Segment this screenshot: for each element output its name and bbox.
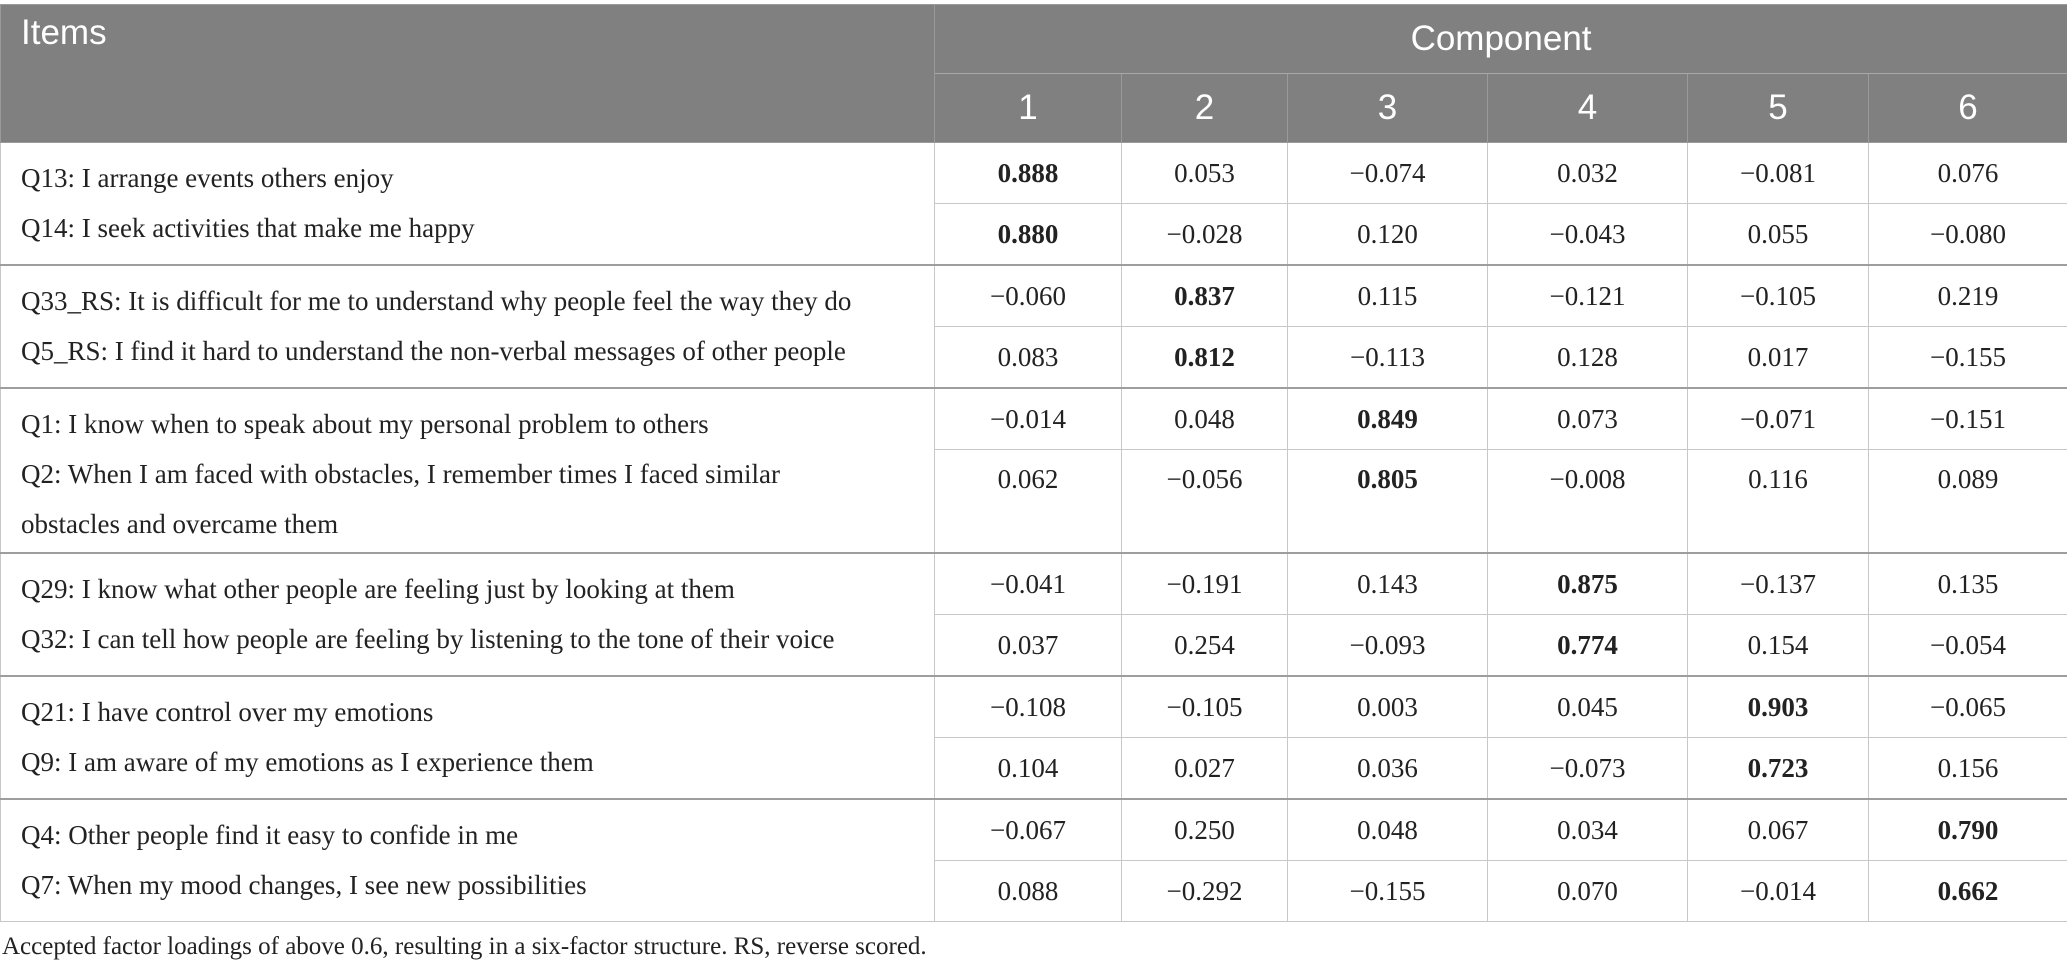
loading-value: 0.128 xyxy=(1488,327,1688,389)
loading-value: 0.875 xyxy=(1488,553,1688,615)
component-column-header: Component xyxy=(935,5,2067,74)
loading-value: −0.014 xyxy=(935,388,1122,450)
item-text: Q14: I seek activities that make me happy xyxy=(21,213,475,243)
loading-value: −0.043 xyxy=(1488,204,1688,266)
component-number-header: 2 xyxy=(1122,74,1288,143)
item-text: obstacles and overcame them xyxy=(21,509,339,539)
items-column-header: Items xyxy=(1,5,935,143)
loading-value: 0.662 xyxy=(1869,861,2067,922)
loading-value: 0.104 xyxy=(935,738,1122,800)
loading-value: −0.067 xyxy=(935,799,1122,861)
loading-value: 0.154 xyxy=(1688,615,1869,677)
loading-value: 0.774 xyxy=(1488,615,1688,677)
component-number-header: 1 xyxy=(935,74,1122,143)
loading-value: 0.055 xyxy=(1688,204,1869,266)
loading-value: 0.723 xyxy=(1688,738,1869,800)
table-row xyxy=(1,143,2067,204)
loading-value: 0.036 xyxy=(1288,738,1488,800)
loading-value: 0.812 xyxy=(1122,327,1288,389)
component-number-header: 6 xyxy=(1869,74,2067,143)
loading-value: −0.155 xyxy=(1869,327,2067,389)
loading-value: −0.105 xyxy=(1688,265,1869,327)
item-text: Q21: I have control over my emotions xyxy=(21,697,434,727)
loading-value: −0.081 xyxy=(1688,143,1869,204)
loading-value: −0.191 xyxy=(1122,553,1288,615)
loading-value: 0.070 xyxy=(1488,861,1688,922)
loading-value: −0.014 xyxy=(1688,861,1869,922)
item-text: Q29: I know what other people are feeling just by looking at them xyxy=(21,574,735,604)
loading-value: −0.028 xyxy=(1122,204,1288,266)
loading-value: 0.888 xyxy=(935,143,1122,204)
table-row xyxy=(1,388,2067,450)
loading-value: −0.041 xyxy=(935,553,1122,615)
loading-value: 0.254 xyxy=(1122,615,1288,677)
loading-value: 0.849 xyxy=(1288,388,1488,450)
loading-value: 0.034 xyxy=(1488,799,1688,861)
loading-value: 0.076 xyxy=(1869,143,2067,204)
loading-value: −0.113 xyxy=(1288,327,1488,389)
loading-value: −0.073 xyxy=(1488,738,1688,800)
loading-value: −0.151 xyxy=(1869,388,2067,450)
item-text: Q32: I can tell how people are feeling by listening to the tone of their voice xyxy=(21,624,835,654)
item-text: Q7: When my mood changes, I see new possibilities xyxy=(21,870,587,900)
loading-value: −0.155 xyxy=(1288,861,1488,922)
component-number-header: 3 xyxy=(1288,74,1488,143)
loading-value: −0.074 xyxy=(1288,143,1488,204)
item-text: Q4: Other people find it easy to confide in me xyxy=(21,820,519,850)
loading-value: 0.045 xyxy=(1488,676,1688,738)
loading-value: 0.790 xyxy=(1869,799,2067,861)
loading-value: 0.032 xyxy=(1488,143,1688,204)
loading-value: 0.116 xyxy=(1688,450,1869,554)
item-text: Q9: I am aware of my emotions as I experience them xyxy=(21,747,594,777)
loading-value: 0.088 xyxy=(935,861,1122,922)
loading-value: 0.903 xyxy=(1688,676,1869,738)
item-text: Q5_RS: I find it hard to understand the non-verbal messages of other people xyxy=(21,336,846,366)
table-wrapper xyxy=(0,4,2067,922)
loading-value: 0.143 xyxy=(1288,553,1488,615)
loading-value: 0.067 xyxy=(1688,799,1869,861)
item-group-cell xyxy=(1,388,935,553)
table-row xyxy=(1,265,2067,327)
loading-value: 0.048 xyxy=(1122,388,1288,450)
item-text: Q33_RS: It is difficult for me to understand why people feel the way they do xyxy=(21,286,852,316)
header-row-top xyxy=(1,5,2067,74)
table-row xyxy=(1,676,2067,738)
component-number-header: 5 xyxy=(1688,74,1869,143)
loading-value: −0.056 xyxy=(1122,450,1288,554)
loading-value: −0.071 xyxy=(1688,388,1869,450)
item-text: Q1: I know when to speak about my personal problem to others xyxy=(21,409,709,439)
item-group-cell xyxy=(1,553,935,676)
loading-value: 0.156 xyxy=(1869,738,2067,800)
loading-value: 0.837 xyxy=(1122,265,1288,327)
item-text: Q2: When I am faced with obstacles, I remember times I faced similar xyxy=(21,459,780,489)
loading-value: −0.137 xyxy=(1688,553,1869,615)
loading-value: −0.008 xyxy=(1488,450,1688,554)
loading-value: 0.048 xyxy=(1288,799,1488,861)
loading-value: −0.108 xyxy=(935,676,1122,738)
loading-value: 0.027 xyxy=(1122,738,1288,800)
loading-value: 0.003 xyxy=(1288,676,1488,738)
loading-value: −0.080 xyxy=(1869,204,2067,266)
loading-value: 0.053 xyxy=(1122,143,1288,204)
loading-value: −0.054 xyxy=(1869,615,2067,677)
table-row xyxy=(1,553,2067,615)
item-text: Q13: I arrange events others enjoy xyxy=(21,163,394,193)
loading-value: 0.219 xyxy=(1869,265,2067,327)
loading-value: 0.135 xyxy=(1869,553,2067,615)
table-row xyxy=(1,799,2067,861)
loading-value: 0.880 xyxy=(935,204,1122,266)
item-group-cell xyxy=(1,265,935,388)
factor-loadings-table xyxy=(0,4,2067,922)
loading-value: 0.089 xyxy=(1869,450,2067,554)
loading-value: 0.120 xyxy=(1288,204,1488,266)
loading-value: −0.093 xyxy=(1288,615,1488,677)
loading-value: 0.250 xyxy=(1122,799,1288,861)
loading-value: 0.037 xyxy=(935,615,1122,677)
loading-value: 0.115 xyxy=(1288,265,1488,327)
loading-value: 0.083 xyxy=(935,327,1122,389)
item-group-cell xyxy=(1,799,935,922)
loading-value: 0.017 xyxy=(1688,327,1869,389)
loading-value: −0.065 xyxy=(1869,676,2067,738)
table-footnote: Accepted factor loadings of above 0.6, resulting in a six-factor structure. RS, reverse scored. xyxy=(2,933,927,960)
loading-value: −0.105 xyxy=(1122,676,1288,738)
component-number-header: 4 xyxy=(1488,74,1688,143)
loading-value: 0.805 xyxy=(1288,450,1488,554)
item-group-cell xyxy=(1,676,935,799)
loading-value: 0.062 xyxy=(935,450,1122,554)
loading-value: −0.060 xyxy=(935,265,1122,327)
loading-value: 0.073 xyxy=(1488,388,1688,450)
loading-value: −0.121 xyxy=(1488,265,1688,327)
loading-value: −0.292 xyxy=(1122,861,1288,922)
item-group-cell xyxy=(1,143,935,266)
